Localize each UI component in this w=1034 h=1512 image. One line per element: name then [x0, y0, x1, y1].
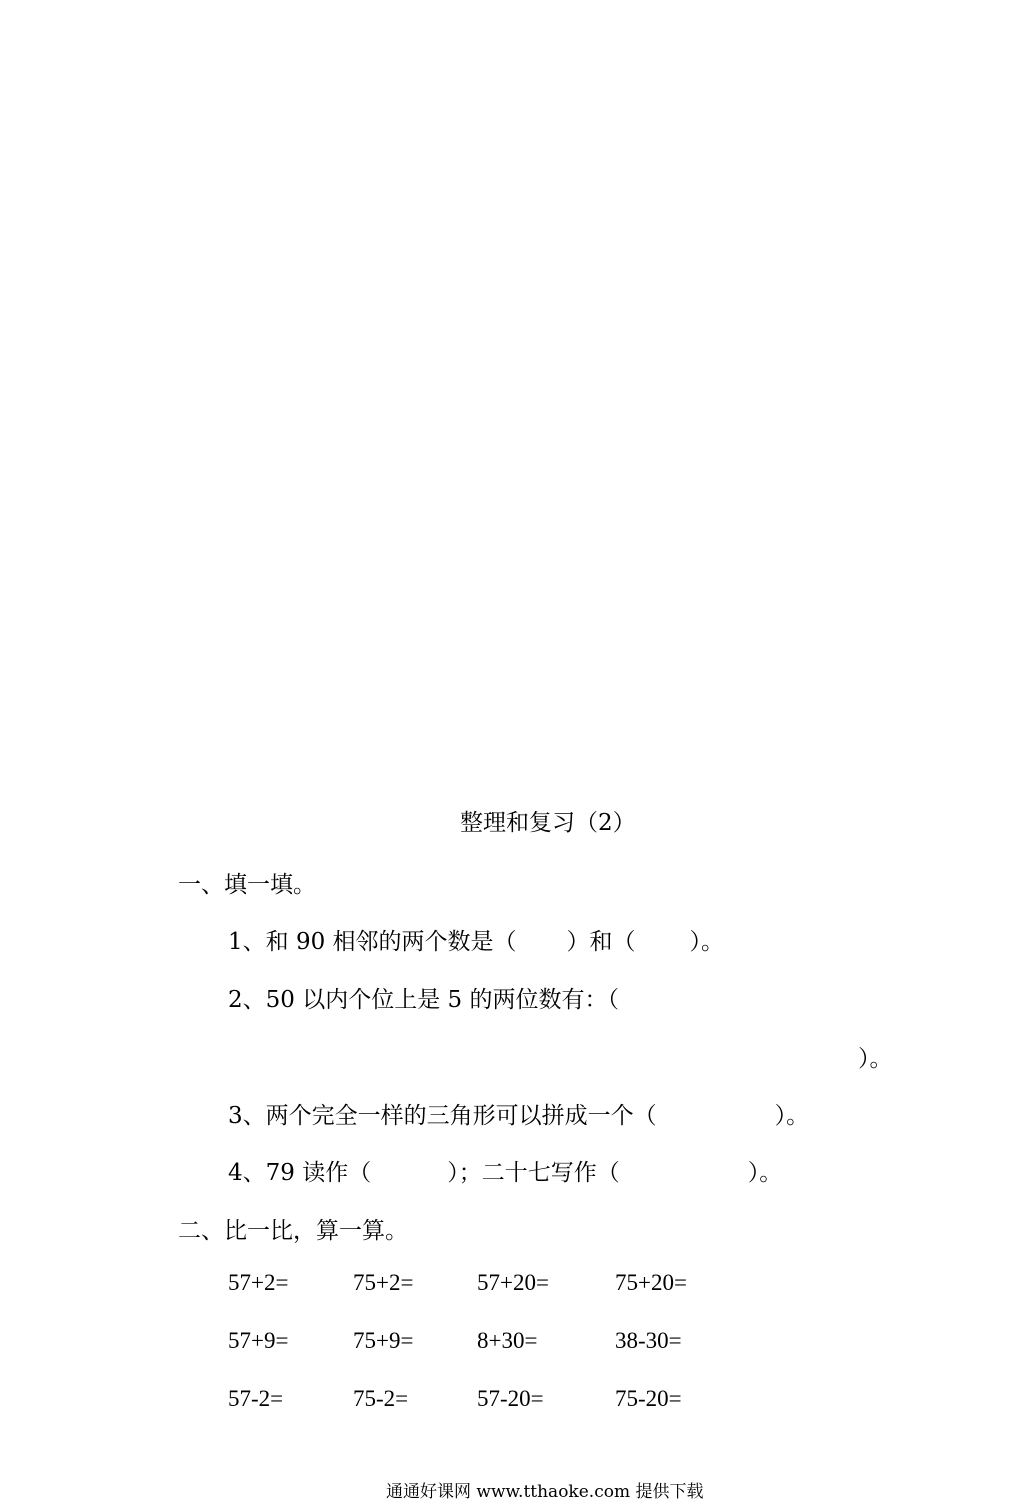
calc-problem: 75-20=	[615, 1386, 682, 1411]
calc-problem: 75+20=	[615, 1270, 687, 1295]
question-1-text-a: 1、和 90 相邻的两个数是（	[228, 929, 517, 955]
question-4-text-c: ）。	[747, 1160, 783, 1186]
page-title: 整理和复习（2）	[460, 810, 636, 836]
question-1-text-c: ）。	[689, 929, 725, 955]
section-1-heading: 一、填一填。	[178, 872, 316, 898]
question-4-text-a: 4、79 读作（	[228, 1160, 372, 1186]
question-2	[228, 981, 619, 1014]
calc-problem: 57+2=	[228, 1270, 289, 1295]
calc-row	[228, 1386, 748, 1416]
question-2-text-a: 2、50 以内个位上是 5 的两位数有：（	[228, 987, 619, 1013]
question-3-text-a: 3、两个完全一样的三角形可以拼成一个（	[228, 1103, 657, 1129]
calc-problem: 57+9=	[228, 1328, 289, 1353]
question-2-close: ）。	[858, 1046, 893, 1072]
question-3-text-b: ）。	[774, 1103, 810, 1129]
calc-row	[228, 1328, 748, 1358]
calc-problem: 75+2=	[353, 1270, 414, 1295]
calc-problem: 57+20=	[477, 1270, 549, 1295]
calc-row	[228, 1270, 748, 1300]
question-1-text-b: ）和（	[566, 929, 636, 955]
question-3	[228, 1097, 809, 1130]
calc-problem: 75-2=	[353, 1386, 409, 1411]
calc-problem: 57-20=	[477, 1386, 544, 1411]
question-4	[228, 1154, 782, 1187]
calc-problem: 38-30=	[615, 1328, 682, 1353]
question-4-text-b: ）；二十七写作（	[447, 1160, 620, 1186]
calc-problem: 57-2=	[228, 1386, 284, 1411]
calc-problem: 8+30=	[477, 1328, 538, 1353]
question-1	[228, 923, 724, 956]
calc-problem: 75+9=	[353, 1328, 414, 1353]
section-2-heading: 二、比一比，算一算。	[178, 1218, 408, 1244]
footer-source: 通通好课网 www.tthaoke.com 提供下载	[386, 1482, 704, 1502]
